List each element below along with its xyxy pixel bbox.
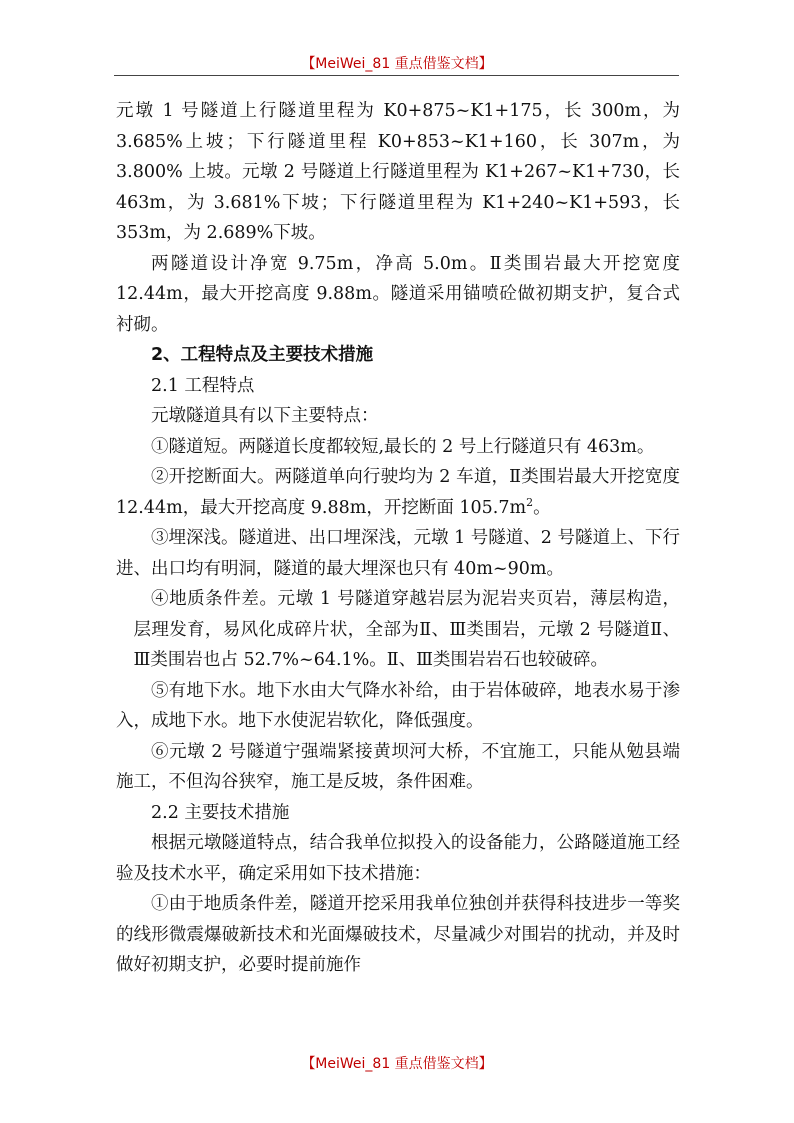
list-item-groundwater: ⑤有地下水。地下水由大气降水补给，由于岩体破碎，地表水易于渗入，成地下水。地下水使泥岩软化，降低强度。: [116, 680, 680, 731]
paragraph-features-intro: 元墩隧道具有以下主要特点：: [151, 406, 379, 426]
list-item-shallow-depth: ③埋深浅。隧道进、出口埋深浅，元墩 1 号隧道、2 号隧道上、下行进、出口均有明洞，隧道的最大埋深也只有 40m~90m。: [116, 528, 680, 579]
document-body: [116, 96, 680, 981]
list-item-short-tunnel: ①隧道短。两隧道长度都较短,最长的 2 号上行隧道只有 463m。: [151, 436, 655, 457]
subsection-heading-2-1: 2.1 工程特点: [151, 375, 255, 396]
list-item-blasting-technique: ①由于地质条件差，隧道开挖采用我单位独创并获得科技进步一等奖的线形微震爆破新技术和光面爆破技术，尽量减少对围岩的扰动，并及时做好初期支护，必要时提前施作: [116, 894, 680, 975]
paragraph-tunnel-mileage: 元墩 1 号隧道上行隧道里程为 K0+875~K1+175，长 300m，为 3.685%上坡；下行隧道里程 K0+853~K1+160，长 307m，为 3.800% 上坡。元墩 2 号隧道上行隧道里程为 K1+267~K1+730，长 463m，为 3.681%下坡；下行隧道里程为 K1+240~K1+593，长 353m，为 2.689%下坡。: [116, 101, 680, 243]
paragraph-measures-intro: 根据元墩隧道特点，结合我单位拟投入的设备能力，公路隧道施工经验及技术水平，确定采用如下技术措施：: [116, 833, 680, 884]
list-item-construction-constraint: ⑥元墩 2 号隧道宁强端紧接黄坝河大桥，不宜施工，只能从勉县端施工，不但沟谷狭窄，施工是反坡，条件困难。: [116, 741, 680, 792]
section-heading-2: 2、工程特点及主要技术措施: [151, 345, 374, 365]
paragraph-tunnel-dimensions: 两隧道设计净宽 9.75m，净高 5.0m。Ⅱ类围岩最大开挖宽度 12.44m，最大开挖高度 9.88m。隧道采用锚喷砼做初期支护，复合式衬砌。: [116, 253, 680, 335]
list-item-large-section: [116, 462, 680, 523]
page-header: 【MeiWei_81 重点借鉴文档】: [301, 56, 493, 72]
header-divider: [114, 75, 679, 76]
subsection-heading-2-2: 2.2 主要技术措施: [151, 802, 290, 823]
page-footer: 【MeiWei_81 重点借鉴文档】: [301, 1056, 493, 1072]
large-section-end: 。: [533, 497, 551, 518]
large-section-text: ②开挖断面大。两隧道单向行驶均为 2 车道，Ⅱ类围岩最大开挖宽度 12.44m，最大开挖高度 9.88m，开挖断面 105.7m: [116, 467, 680, 518]
superscript-2: 2: [526, 495, 534, 509]
list-item-poor-geology: ④地质条件差。元墩 1 号隧道穿越岩层为泥岩夹页岩，薄层构造，层理发育，易风化成碎片状，全部为Ⅱ、Ⅲ类围岩，元墩 2 号隧道Ⅱ、Ⅲ类围岩也占 52.7%~64.1%。Ⅱ、Ⅲ类围岩岩石也较破碎。: [133, 589, 680, 670]
